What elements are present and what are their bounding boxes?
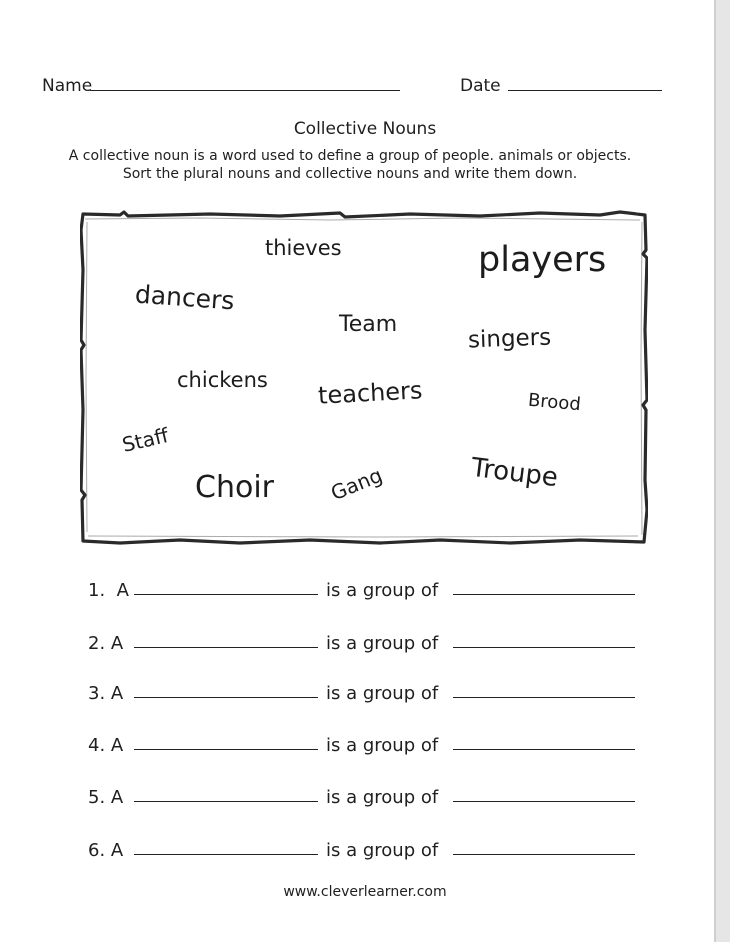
collective-noun-blank[interactable]	[134, 594, 318, 595]
sentence-row-4	[0, 735, 730, 765]
word-teachers: teachers	[317, 376, 424, 410]
sentence-row-1	[0, 580, 730, 610]
row-number: 2. A	[88, 633, 124, 654]
word-dancers: dancers	[134, 279, 236, 316]
word-bank	[80, 210, 648, 545]
collective-noun-blank[interactable]	[134, 854, 318, 855]
connector-text: is a group of	[326, 580, 439, 601]
name-label: Name	[42, 76, 93, 96]
word-staff: Staff	[119, 423, 171, 457]
collective-noun-blank[interactable]	[134, 647, 318, 648]
word-troupe: Troupe	[469, 452, 560, 494]
connector-text: is a group of	[326, 633, 439, 654]
sentence-row-5	[0, 787, 730, 817]
word-chickens: chickens	[177, 368, 268, 392]
plural-noun-blank[interactable]	[453, 594, 635, 595]
collective-noun-blank[interactable]	[134, 749, 318, 750]
plural-noun-blank[interactable]	[453, 749, 635, 750]
row-number: 1. A	[88, 580, 129, 601]
plural-noun-blank[interactable]	[453, 854, 635, 855]
plural-noun-blank[interactable]	[453, 697, 635, 698]
sentence-row-2	[0, 633, 730, 663]
word-brood: Brood	[527, 389, 582, 416]
word-players: players	[478, 240, 607, 280]
plural-noun-blank[interactable]	[453, 801, 635, 802]
name-field[interactable]	[90, 90, 400, 91]
collective-noun-blank[interactable]	[134, 801, 318, 802]
word-gang: Gang	[327, 462, 386, 506]
sentence-row-6	[0, 840, 730, 870]
connector-text: is a group of	[326, 840, 439, 861]
footer-website: www.cleverlearner.com	[283, 884, 447, 900]
row-number: 6. A	[88, 840, 124, 861]
word-choir: Choir	[195, 470, 274, 505]
date-field[interactable]	[508, 90, 662, 91]
worksheet-title: Collective Nouns	[293, 119, 437, 139]
connector-text: is a group of	[326, 787, 439, 808]
connector-text: is a group of	[326, 735, 439, 756]
word-thieves: thieves	[265, 236, 342, 260]
row-number: 5. A	[88, 787, 124, 808]
word-team: Team	[339, 312, 398, 337]
collective-noun-blank[interactable]	[134, 697, 318, 698]
connector-text: is a group of	[326, 683, 439, 704]
plural-noun-blank[interactable]	[453, 647, 635, 648]
row-number: 3. A	[88, 683, 124, 704]
instructions-line-2: Sort the plural nouns and collective nouns and write them down.	[122, 166, 578, 182]
date-label: Date	[460, 76, 501, 96]
instructions-line-1: A collective noun is a word used to define a group of people. animals or objects.	[68, 148, 632, 164]
word-singers: singers	[467, 324, 552, 354]
sentence-row-3	[0, 683, 730, 713]
row-number: 4. A	[88, 735, 124, 756]
